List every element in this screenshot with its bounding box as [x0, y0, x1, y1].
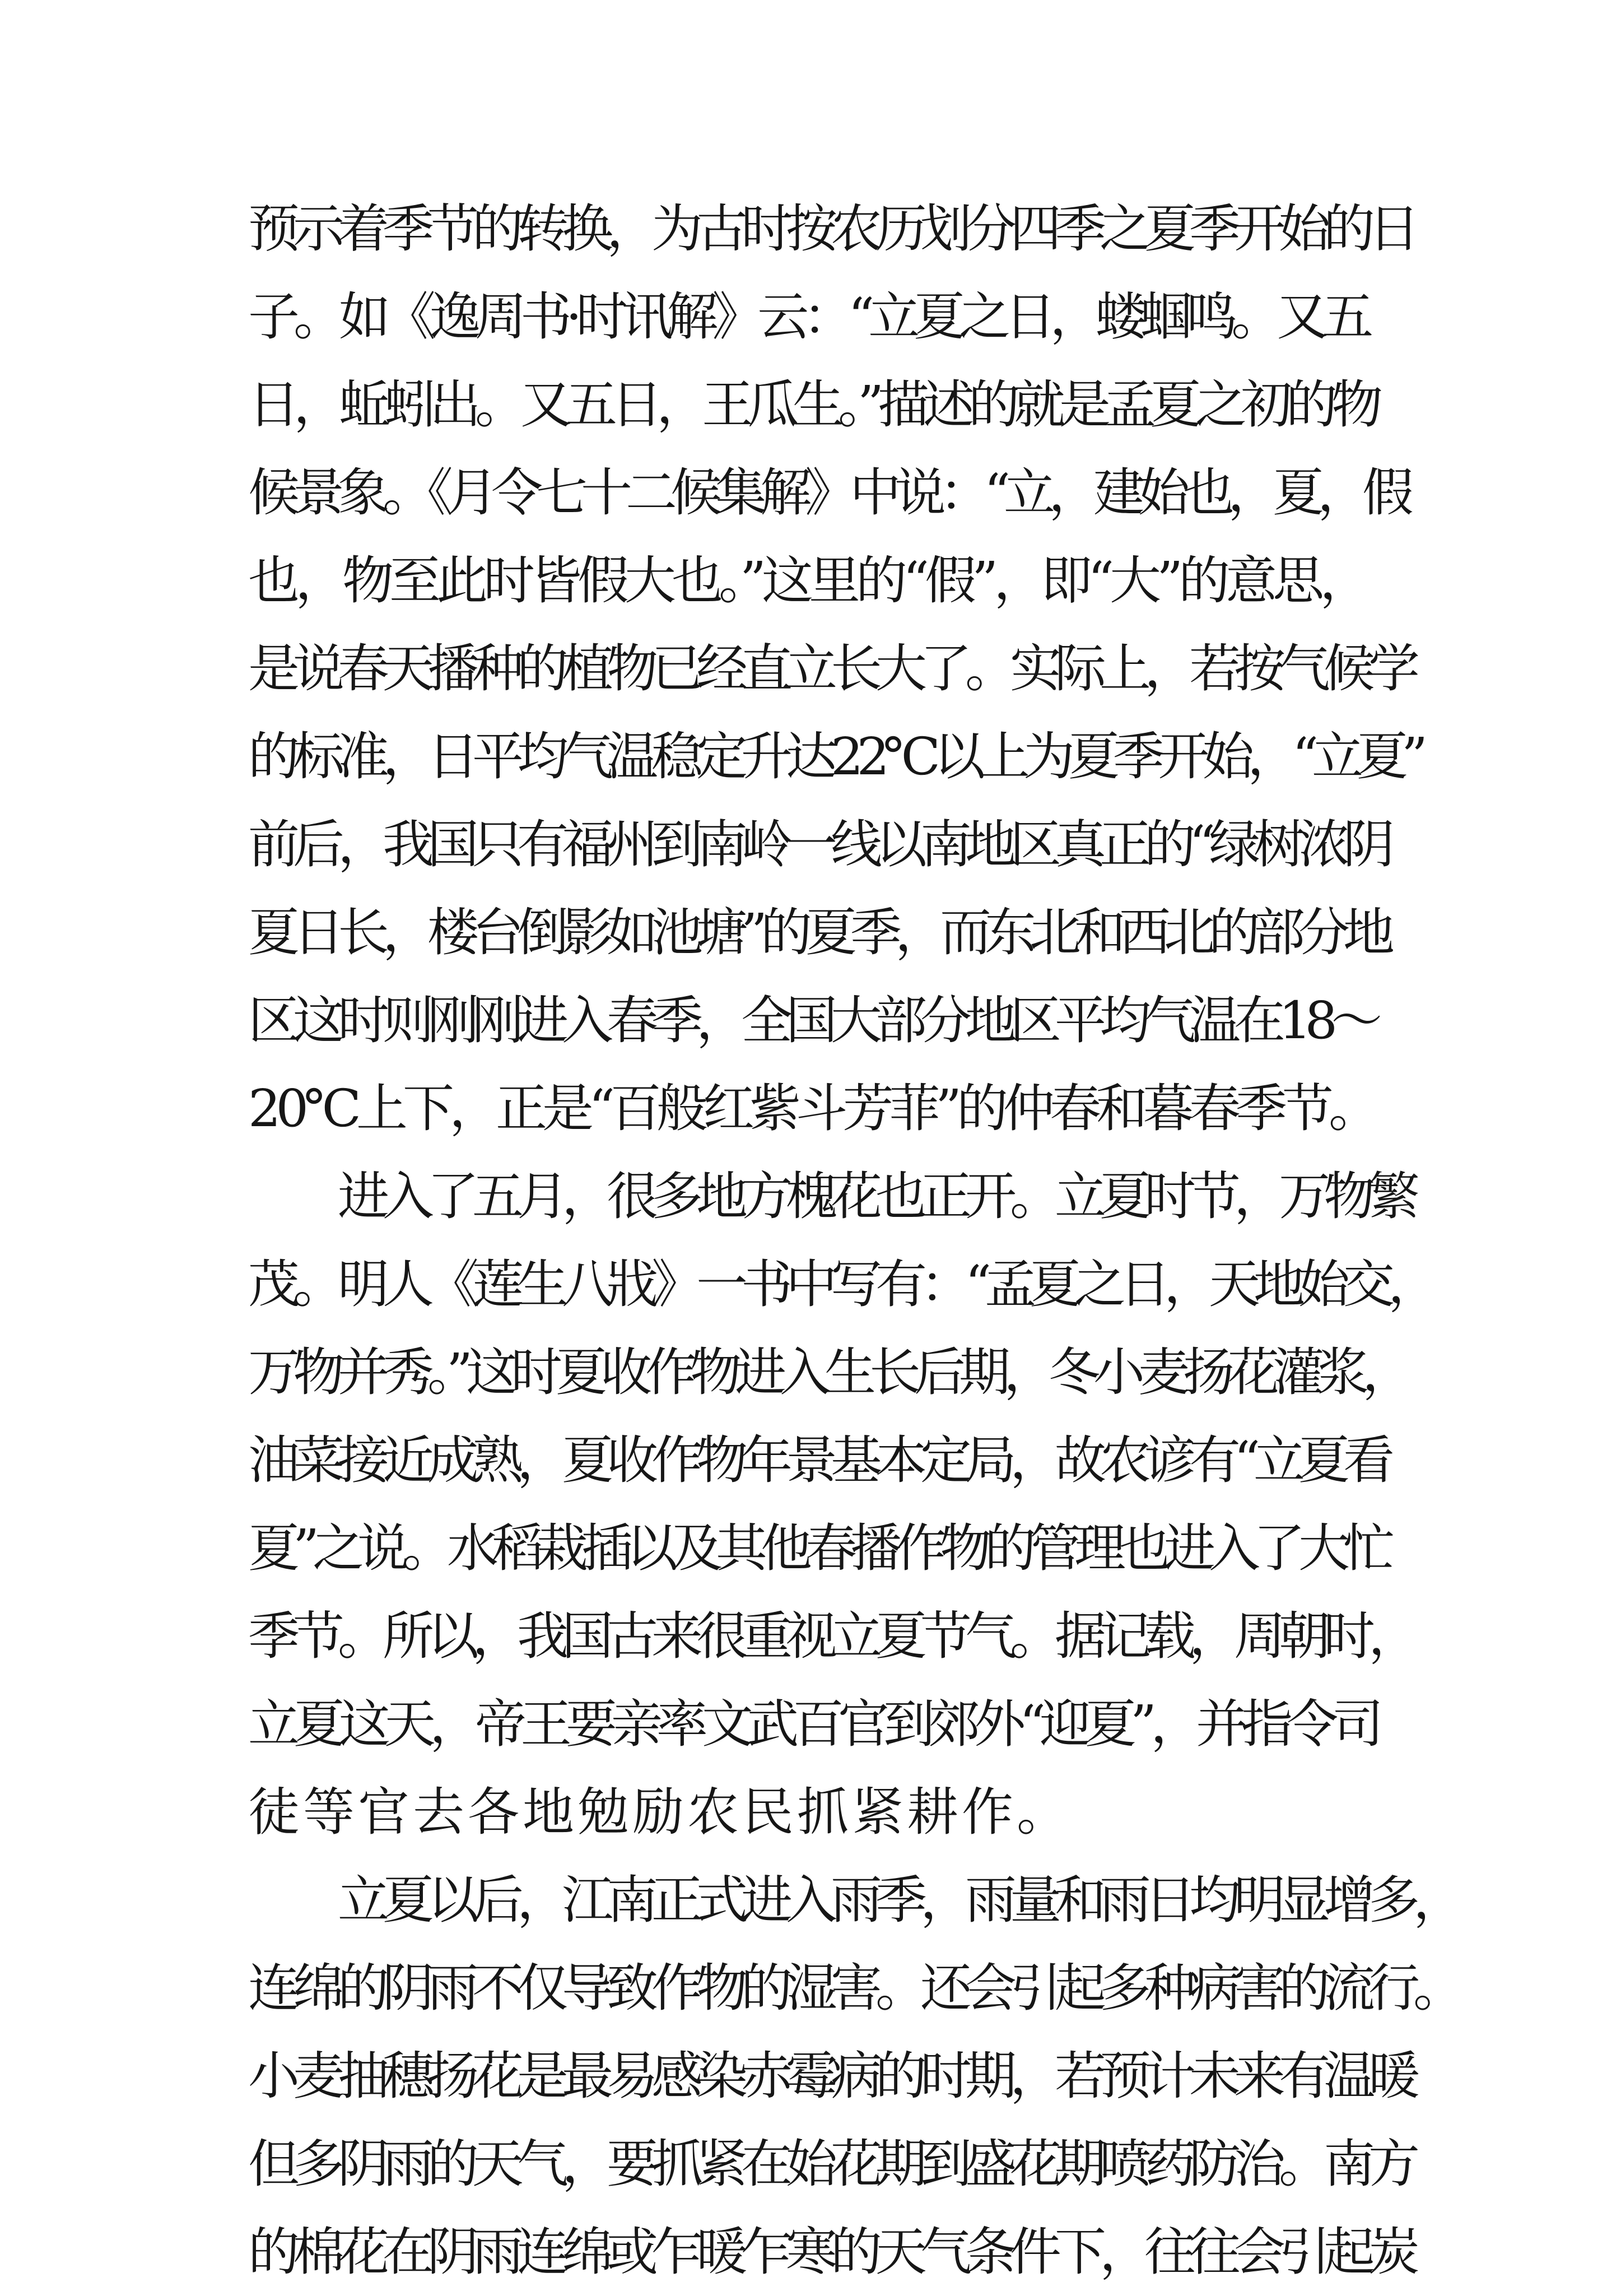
text-line: 徒等官去各地勉励农民抓紧耕作。	[248, 1782, 1072, 1842]
text-line: 小麦抽穗扬花是最易感染赤霉病的时期，若预计未来有温暖	[248, 2046, 1414, 2106]
text-line: 立夏以后，江南正式进入雨季，雨量和雨日均明显增多，	[338, 1870, 1459, 1930]
paragraph-3	[248, 1856, 1459, 2296]
text-line: 万物并秀。”这时夏收作物进入生长后期，冬小麦扬花灌浆，	[248, 1342, 1408, 1402]
text-line: 前后，我国只有福州到南岭一线以南地区真正的“绿树浓阴	[248, 815, 1389, 875]
text-line: 区这时则刚刚进入春季，全国大部分地区平均气温在18～	[248, 991, 1376, 1051]
text-line: 立夏这天，帝王要亲率文武百官到郊外“迎夏”，并指令司	[248, 1694, 1378, 1754]
body-text	[248, 185, 1459, 2296]
text-line: 夏”之说。水稻栽插以及其他春播作物的管理也进入了大忙	[248, 1518, 1389, 1578]
text-line: 油菜接近成熟，夏收作物年景基本定局，故农谚有“立夏看	[248, 1430, 1389, 1490]
text-line: 日，蚯蚓出。又五日，王瓜生。”描述的就是孟夏之初的物	[248, 375, 1377, 435]
paragraph-1	[248, 185, 1422, 1152]
text-line: 的标准，日平均气温稳定升达22℃以上为夏季开始，“立夏”	[248, 727, 1422, 787]
text-line: 是说春天播种的植物已经直立长大了。实际上，若按气候学	[248, 639, 1414, 699]
text-line: 预示着季节的转换，为古时按农历划分四季之夏季开始的日	[248, 199, 1414, 259]
paragraph-2	[248, 1152, 1433, 1856]
text-line: 连绵的阴雨不仅导致作物的湿害。还会引起多种病害的流行。	[248, 1958, 1459, 2018]
text-line: 季节。所以，我国古来很重视立夏节气。据记载，周朝时，	[248, 1606, 1414, 1666]
text-line: 子。如《逸周书·时讯解》云：“立夏之日，蝼蝈鸣。又五	[248, 287, 1368, 347]
text-line: 进入了五月，很多地方槐花也正开。立夏时节，万物繁	[338, 1166, 1414, 1226]
text-line: 20℃上下，正是“百般红紫斗芳菲”的仲春和暮春季节。	[248, 1079, 1376, 1138]
text-line: 茂。明人《莲生八戕》一书中写有：“孟夏之日，天地始交，	[248, 1254, 1433, 1314]
text-line: 夏日长，楼台倒影如池塘”的夏季，而东北和西北的部分地	[248, 903, 1389, 963]
text-line: 候景象。《月令七十二候集解》中说：“立，建始也，夏，假	[248, 463, 1408, 523]
text-line: 也，物至此时皆假大也。”这里的“假”，即“大”的意思，	[248, 551, 1367, 611]
text-line: 的棉花在阴雨连绵或乍暖乍寒的天气条件下，往往会引起炭	[248, 2222, 1414, 2282]
text-line: 但多阴雨的天气，要抓紧在始花期到盛花期喷药防治。南方	[248, 2134, 1414, 2194]
